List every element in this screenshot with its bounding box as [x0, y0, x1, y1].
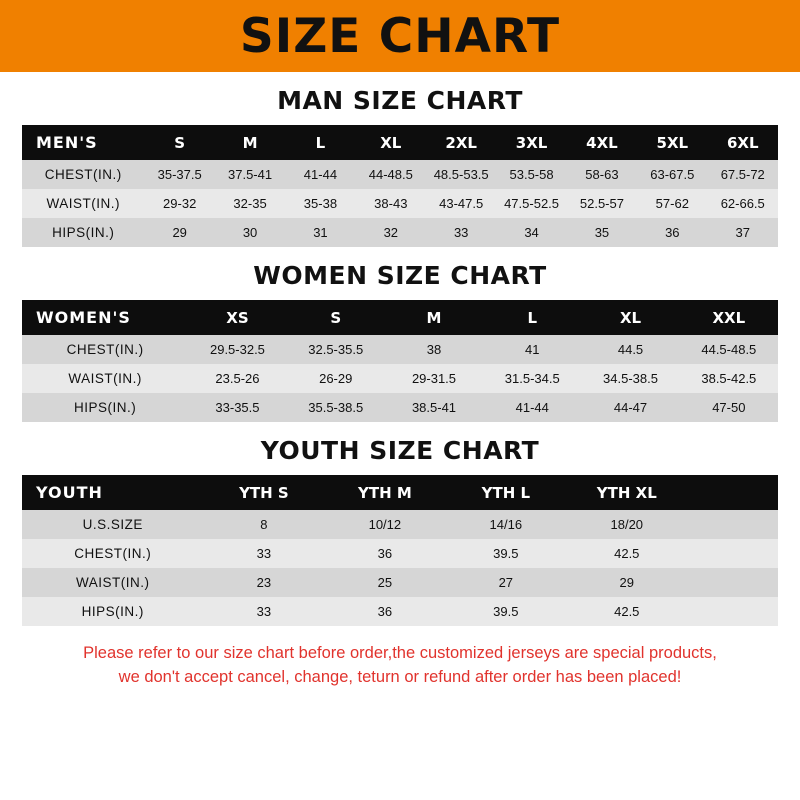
table-cell: 35-38 — [285, 189, 355, 218]
table-cell: 10/12 — [324, 510, 445, 539]
column-header: S — [287, 300, 385, 335]
table-row — [22, 189, 778, 218]
table-row — [22, 539, 778, 568]
table-cell: 38.5-42.5 — [680, 364, 778, 393]
men-table-head — [22, 125, 778, 160]
table-cell: 23 — [203, 568, 324, 597]
row-label: HIPS(IN.) — [22, 597, 203, 626]
table-cell-spacer — [687, 539, 778, 568]
table-cell: 44-47 — [581, 393, 679, 422]
footnote — [22, 642, 778, 690]
column-header: 2XL — [426, 125, 496, 160]
table-cell: 47.5-52.5 — [496, 189, 566, 218]
column-header: 5XL — [637, 125, 707, 160]
table-cell: 27 — [445, 568, 566, 597]
column-header: M — [215, 125, 285, 160]
table-cell: 62-66.5 — [707, 189, 778, 218]
men-row-header-label: MEN'S — [22, 125, 144, 160]
column-header: YTH M — [324, 475, 445, 510]
column-header: XS — [188, 300, 286, 335]
table-row — [22, 160, 778, 189]
column-header: XXL — [680, 300, 778, 335]
youth-table-body — [22, 510, 778, 626]
youth-table-head — [22, 475, 778, 510]
table-cell: 38 — [385, 335, 483, 364]
table-cell: 33 — [203, 539, 324, 568]
footnote-line-2: we don't accept cancel, change, teturn or refund after order has been placed! — [118, 667, 682, 686]
table-cell-spacer — [687, 597, 778, 626]
table-cell: 8 — [203, 510, 324, 539]
women-table-head — [22, 300, 778, 335]
table-cell: 37 — [707, 218, 778, 247]
table-cell: 29 — [566, 568, 687, 597]
table-row — [22, 510, 778, 539]
table-row — [22, 364, 778, 393]
table-row — [22, 568, 778, 597]
column-header: 4XL — [567, 125, 637, 160]
women-size-table — [22, 300, 778, 422]
table-cell: 34 — [496, 218, 566, 247]
table-cell: 42.5 — [566, 597, 687, 626]
table-row — [22, 393, 778, 422]
column-header: XL — [581, 300, 679, 335]
table-cell: 44.5-48.5 — [680, 335, 778, 364]
table-cell: 42.5 — [566, 539, 687, 568]
section-title-youth: YOUTH SIZE CHART — [260, 436, 540, 465]
table-header-row — [22, 300, 778, 335]
table-cell: 44-48.5 — [356, 160, 426, 189]
row-label: WAIST(IN.) — [22, 364, 188, 393]
table-cell: 31 — [285, 218, 355, 247]
table-cell: 35 — [567, 218, 637, 247]
table-cell: 53.5-58 — [496, 160, 566, 189]
footnote-line-1: Please refer to our size chart before order,the customized jerseys are special products, — [83, 644, 717, 662]
row-label: U.S.SIZE — [22, 510, 203, 539]
column-header-spacer — [687, 475, 778, 510]
table-cell: 23.5-26 — [188, 364, 286, 393]
section-title-men: MAN SIZE CHART — [277, 86, 523, 115]
column-header: YTH L — [445, 475, 566, 510]
column-header: XL — [356, 125, 426, 160]
table-cell: 36 — [324, 539, 445, 568]
table-cell: 34.5-38.5 — [581, 364, 679, 393]
men-size-table — [22, 125, 778, 247]
column-header: 3XL — [496, 125, 566, 160]
column-header: M — [385, 300, 483, 335]
table-cell: 18/20 — [566, 510, 687, 539]
row-label: HIPS(IN.) — [22, 218, 144, 247]
women-table-body — [22, 335, 778, 422]
table-cell: 29.5-32.5 — [188, 335, 286, 364]
section-women — [22, 261, 778, 422]
table-cell: 67.5-72 — [707, 160, 778, 189]
column-header: L — [483, 300, 581, 335]
table-cell: 36 — [637, 218, 707, 247]
table-cell: 41 — [483, 335, 581, 364]
column-header: S — [144, 125, 214, 160]
table-cell: 33 — [203, 597, 324, 626]
table-row — [22, 597, 778, 626]
table-cell: 52.5-57 — [567, 189, 637, 218]
table-cell: 57-62 — [637, 189, 707, 218]
row-label: CHEST(IN.) — [22, 335, 188, 364]
table-row — [22, 335, 778, 364]
table-cell: 32-35 — [215, 189, 285, 218]
table-cell: 31.5-34.5 — [483, 364, 581, 393]
table-cell: 39.5 — [445, 539, 566, 568]
table-cell: 41-44 — [285, 160, 355, 189]
column-header: 6XL — [707, 125, 778, 160]
chart-content — [0, 86, 800, 690]
table-cell: 33 — [426, 218, 496, 247]
table-cell: 26-29 — [287, 364, 385, 393]
table-cell: 25 — [324, 568, 445, 597]
table-cell: 14/16 — [445, 510, 566, 539]
table-cell: 36 — [324, 597, 445, 626]
table-cell-spacer — [687, 510, 778, 539]
table-cell: 38-43 — [356, 189, 426, 218]
table-cell: 33-35.5 — [188, 393, 286, 422]
table-cell: 35.5-38.5 — [287, 393, 385, 422]
youth-size-table — [22, 475, 778, 626]
row-label: CHEST(IN.) — [22, 539, 203, 568]
women-row-header-label: WOMEN'S — [22, 300, 188, 335]
page-title: SIZE CHART — [239, 8, 561, 64]
youth-row-header-label: YOUTH — [22, 475, 203, 510]
table-cell: 48.5-53.5 — [426, 160, 496, 189]
row-label: HIPS(IN.) — [22, 393, 188, 422]
table-cell: 37.5-41 — [215, 160, 285, 189]
table-cell: 41-44 — [483, 393, 581, 422]
column-header: L — [285, 125, 355, 160]
table-cell: 32.5-35.5 — [287, 335, 385, 364]
row-label: CHEST(IN.) — [22, 160, 144, 189]
column-header: YTH XL — [566, 475, 687, 510]
section-title-women: WOMEN SIZE CHART — [253, 261, 547, 290]
table-cell: 63-67.5 — [637, 160, 707, 189]
table-cell: 29-32 — [144, 189, 214, 218]
section-youth — [22, 436, 778, 626]
table-cell: 35-37.5 — [144, 160, 214, 189]
table-cell: 29-31.5 — [385, 364, 483, 393]
table-cell: 44.5 — [581, 335, 679, 364]
table-cell: 47-50 — [680, 393, 778, 422]
table-cell: 30 — [215, 218, 285, 247]
table-cell: 39.5 — [445, 597, 566, 626]
table-header-row — [22, 475, 778, 510]
table-cell: 43-47.5 — [426, 189, 496, 218]
row-label: WAIST(IN.) — [22, 568, 203, 597]
table-header-row — [22, 125, 778, 160]
row-label: WAIST(IN.) — [22, 189, 144, 218]
men-table-body — [22, 160, 778, 247]
table-cell: 29 — [144, 218, 214, 247]
table-cell: 32 — [356, 218, 426, 247]
table-cell: 38.5-41 — [385, 393, 483, 422]
table-row — [22, 218, 778, 247]
table-cell: 58-63 — [567, 160, 637, 189]
page-banner — [0, 0, 800, 72]
section-men — [22, 86, 778, 247]
table-cell-spacer — [687, 568, 778, 597]
column-header: YTH S — [203, 475, 324, 510]
